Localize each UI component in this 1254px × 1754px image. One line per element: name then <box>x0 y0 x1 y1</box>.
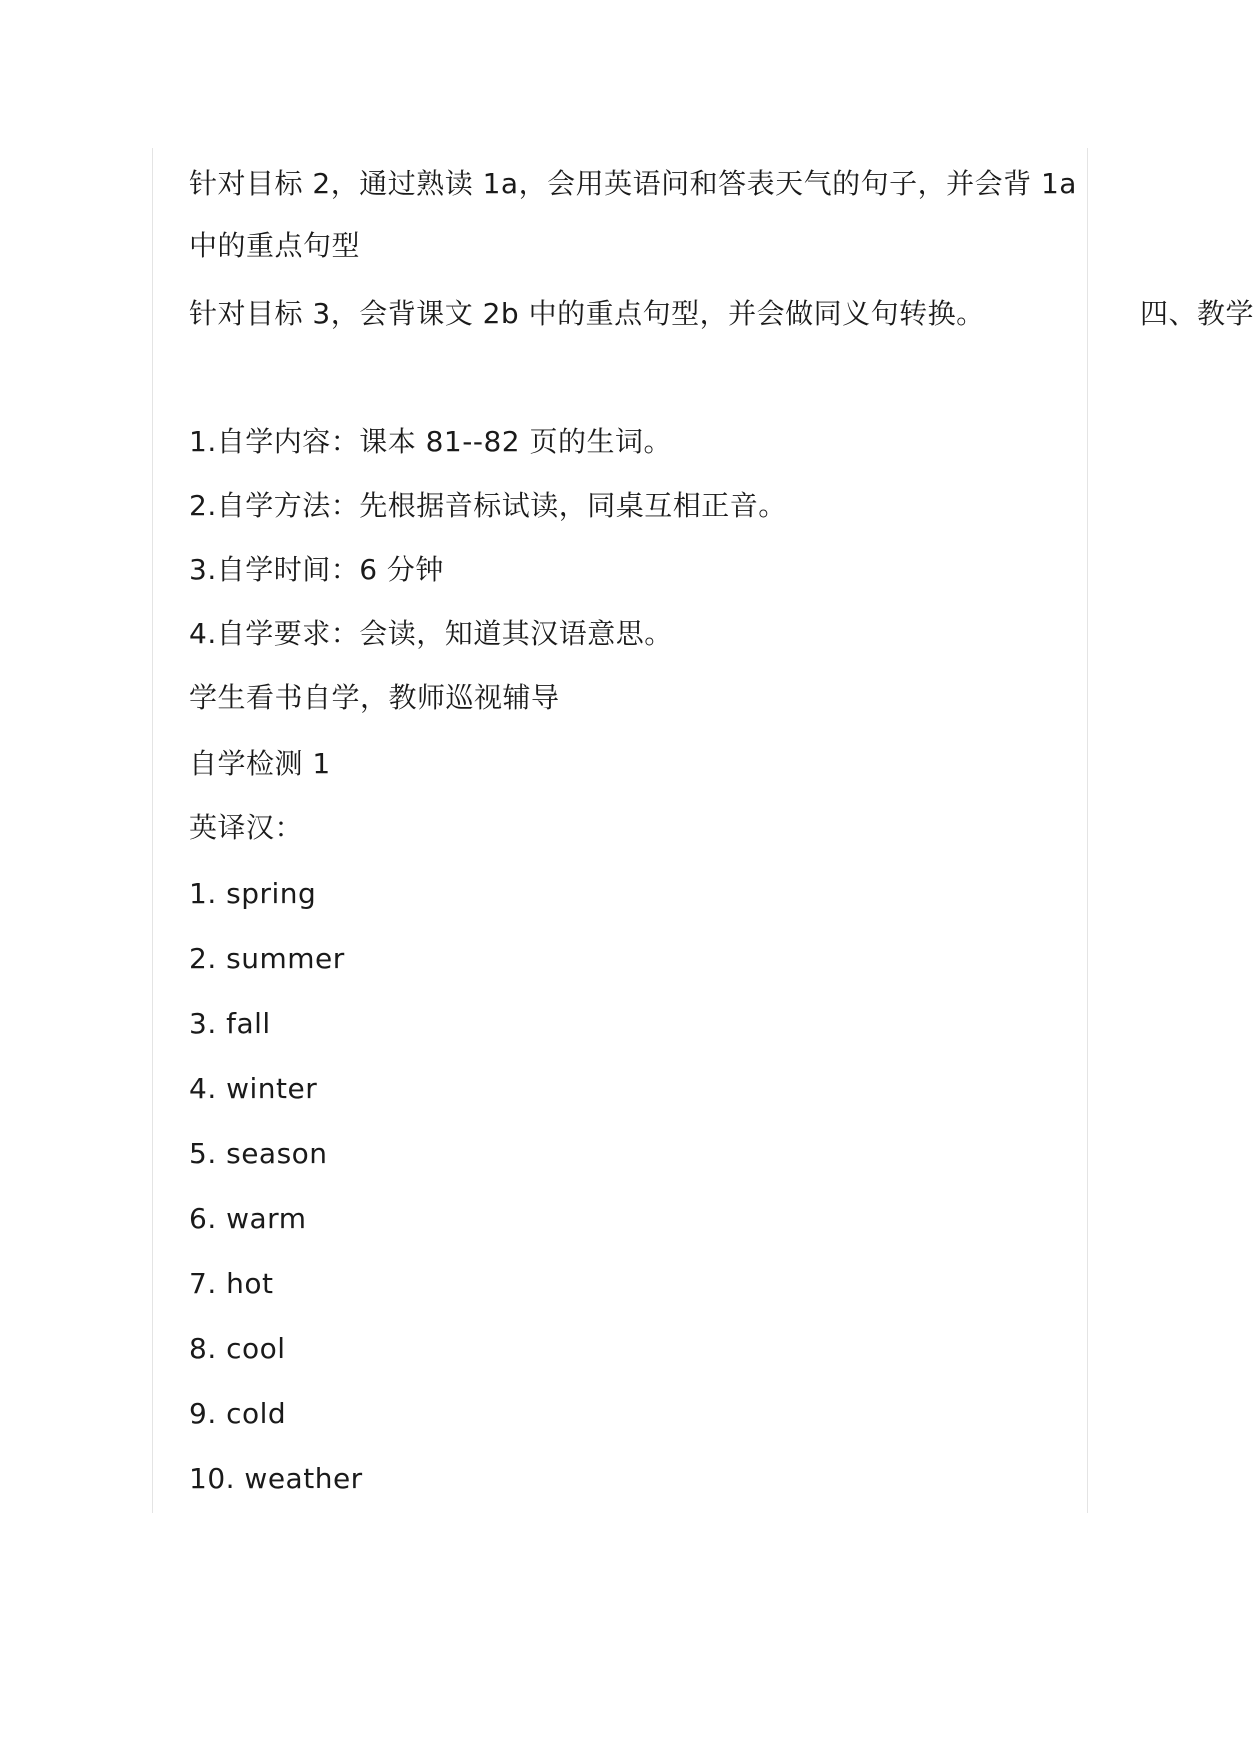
vocab-item: 5. season <box>189 1137 328 1170</box>
self-study-method: 2.自学方法：先根据音标试读，同桌互相正音。 <box>189 489 787 522</box>
self-study-content: 1.自学内容：课本 81--82 页的生词。 <box>189 425 672 458</box>
check-instruction: 英译汉： <box>189 811 304 844</box>
vocab-item: 2. summer <box>189 942 345 975</box>
table-right-border <box>1087 148 1088 1513</box>
vocab-item: 7. hot <box>189 1267 274 1300</box>
vocab-item: 8. cool <box>189 1332 286 1365</box>
goal2-line2: 中的重点句型 <box>189 229 361 262</box>
section-four-heading: 四、教学 <box>1140 297 1254 330</box>
vocab-item: 6. warm <box>189 1202 307 1235</box>
vocab-item: 4. winter <box>189 1072 318 1105</box>
vocab-item: 1. spring <box>189 877 317 910</box>
vocab-item: 9. cold <box>189 1397 287 1430</box>
self-study-activity: 学生看书自学，教师巡视辅导 <box>189 681 560 714</box>
vocab-item: 10. weather <box>189 1462 363 1495</box>
goal2-line1: 针对目标 2，通过熟读 1a，会用英语问和答表天气的句子，并会背 1a <box>189 167 1077 200</box>
table-left-border <box>152 148 153 1513</box>
check-title: 自学检测 1 <box>189 747 331 780</box>
vocab-item: 3. fall <box>189 1007 271 1040</box>
self-study-time: 3.自学时间：6 分钟 <box>189 553 444 586</box>
goal3-text: 针对目标 3，会背课文 2b 中的重点句型，并会做同义句转换。 <box>189 297 985 330</box>
self-study-requirement: 4.自学要求：会读，知道其汉语意思。 <box>189 617 673 650</box>
